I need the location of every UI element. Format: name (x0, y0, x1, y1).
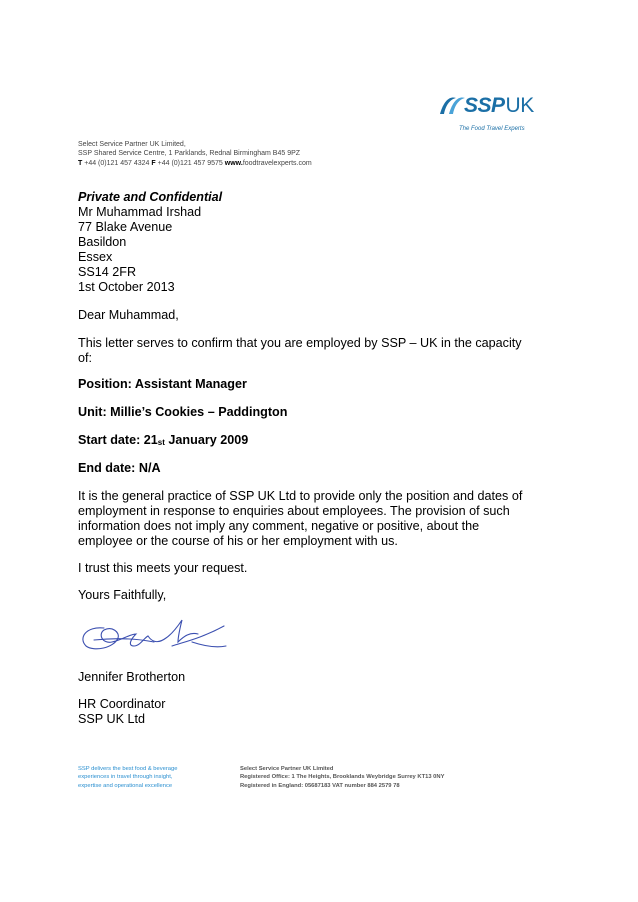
recipient-name: Mr Muhammad Irshad (78, 205, 202, 219)
footer-mission-line: expertise and operational excellence (78, 782, 173, 789)
signatory-company: SSP UK Ltd (78, 712, 145, 726)
trust-line: I trust this meets your request. (78, 561, 248, 575)
intro-line-1: This letter serves to confirm that you are employed by SSP – UK in the capacity (78, 336, 522, 350)
closing-line: Yours Faithfully, (78, 588, 167, 602)
recipient-street: 77 Blake Avenue (78, 220, 173, 234)
logo-wordmark: SSPUK (464, 94, 534, 117)
recipient-county: Essex (78, 250, 113, 264)
signatory-name: Jennifer Brotherton (78, 670, 186, 684)
unit-line: Unit: Millie’s Cookies – Paddington (78, 405, 288, 419)
logo-tagline: The Food Travel Experts (459, 126, 525, 132)
footer-mission (78, 765, 177, 790)
footer-mission-line: experiences in travel through insight, (78, 774, 173, 781)
policy-line-4: employee or the course of his or her employment with us. (78, 534, 398, 548)
end-date-line: End date: N/A (78, 461, 161, 475)
sender-company: Select Service Partner UK Limited, (78, 141, 186, 148)
sender-address (78, 140, 312, 168)
policy-line-2: employment in response to enquiries about employees. The provision of such (78, 504, 510, 518)
signatory-title: HR Coordinator (78, 697, 166, 711)
position-line: Position: Assistant Manager (78, 377, 247, 391)
recipient-town: Basildon (78, 235, 127, 249)
footer-registration-line: Registered in England: 05687183 VAT number 884 2579 78 (240, 782, 400, 789)
start-date-line: Start date: 21st January 2009 (78, 433, 249, 447)
policy-line-1: It is the general practice of SSP UK Ltd to provide only the position and dates of (78, 489, 523, 503)
footer-mission-line: SSP delivers the best food & beverage (78, 766, 178, 772)
salutation: Dear Muhammad, (78, 308, 179, 322)
sender-street: SSP Shared Service Centre, 1 Parklands, Rednal Birmingham B45 9PZ (78, 150, 301, 158)
policy-line-3: information does not imply any comment, negative or positive, about the (78, 519, 480, 533)
footer-registration (240, 765, 444, 790)
footer-registration-line: Registered Office: 1 The Heights, Brooklands Weybridge Surrey KT13 0NY (240, 774, 445, 781)
sender-contact: T +44 (0)121 457 4324 F +44 (0)121 457 9575 www.foodtravelexperts.com (78, 159, 312, 167)
handwritten-signature (74, 612, 234, 658)
ssp-uk-logo (436, 86, 556, 138)
footer-registration-line: Select Service Partner UK Limited (240, 766, 334, 772)
recipient-postcode: SS14 2FR (78, 265, 137, 279)
letter-date: 1st October 2013 (78, 280, 175, 294)
confidential-heading: Private and Confidential (78, 190, 223, 204)
intro-line-2: of: (78, 351, 93, 365)
